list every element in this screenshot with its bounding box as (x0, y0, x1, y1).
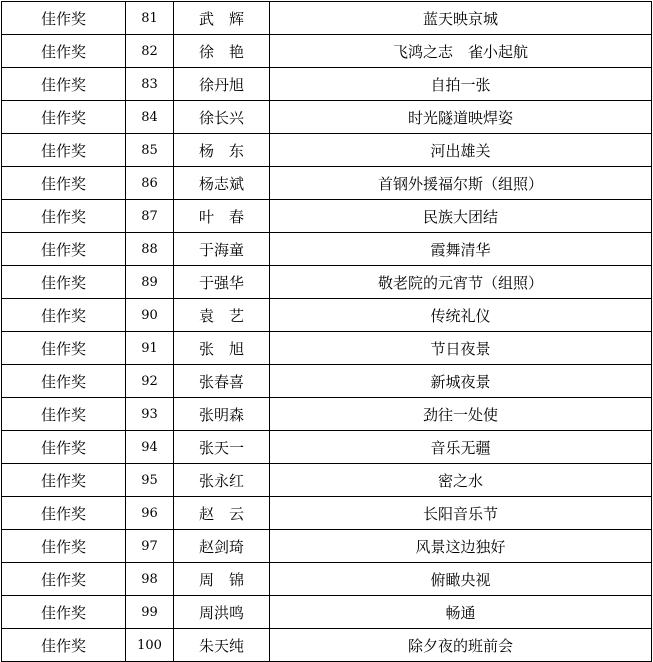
author-cell: 徐长兴 (174, 101, 270, 134)
author-cell: 赵 云 (174, 497, 270, 530)
award-cell: 佳作奖 (2, 530, 126, 563)
awards-table-body (2, 2, 652, 662)
table-row (2, 365, 652, 398)
award-cell: 佳作奖 (2, 200, 126, 233)
author-cell: 朱天纯 (174, 629, 270, 662)
table-row (2, 101, 652, 134)
number-cell: 85 (126, 134, 174, 167)
author-cell: 于海童 (174, 233, 270, 266)
title-cell: 密之水 (270, 464, 652, 497)
title-cell: 霞舞清华 (270, 233, 652, 266)
award-cell: 佳作奖 (2, 464, 126, 497)
table-row (2, 596, 652, 629)
title-cell: 畅通 (270, 596, 652, 629)
award-cell: 佳作奖 (2, 35, 126, 68)
title-cell: 音乐无疆 (270, 431, 652, 464)
title-cell: 河出雄关 (270, 134, 652, 167)
table-row (2, 563, 652, 596)
title-cell: 敬老院的元宵节（组照） (270, 266, 652, 299)
title-cell: 新城夜景 (270, 365, 652, 398)
table-row (2, 629, 652, 662)
table-row (2, 266, 652, 299)
number-cell: 99 (126, 596, 174, 629)
table-row (2, 497, 652, 530)
author-cell: 周洪鸣 (174, 596, 270, 629)
title-cell: 风景这边独好 (270, 530, 652, 563)
author-cell: 袁 艺 (174, 299, 270, 332)
author-cell: 武 辉 (174, 2, 270, 35)
award-cell: 佳作奖 (2, 2, 126, 35)
title-cell: 蓝天映京城 (270, 2, 652, 35)
award-cell: 佳作奖 (2, 167, 126, 200)
table-row (2, 2, 652, 35)
author-cell: 杨志斌 (174, 167, 270, 200)
table-row (2, 134, 652, 167)
author-cell: 杨 东 (174, 134, 270, 167)
author-cell: 叶 春 (174, 200, 270, 233)
author-cell: 徐 艳 (174, 35, 270, 68)
award-cell: 佳作奖 (2, 497, 126, 530)
author-cell: 张春喜 (174, 365, 270, 398)
award-cell: 佳作奖 (2, 332, 126, 365)
author-cell: 徐丹旭 (174, 68, 270, 101)
table-row (2, 398, 652, 431)
title-cell: 时光隧道映焊姿 (270, 101, 652, 134)
number-cell: 95 (126, 464, 174, 497)
author-cell: 周 锦 (174, 563, 270, 596)
title-cell: 飞鸿之志 雀小起航 (270, 35, 652, 68)
number-cell: 89 (126, 266, 174, 299)
number-cell: 83 (126, 68, 174, 101)
award-cell: 佳作奖 (2, 563, 126, 596)
number-cell: 92 (126, 365, 174, 398)
number-cell: 87 (126, 200, 174, 233)
title-cell: 俯瞰央视 (270, 563, 652, 596)
title-cell: 传统礼仪 (270, 299, 652, 332)
author-cell: 张 旭 (174, 332, 270, 365)
table-row (2, 167, 652, 200)
author-cell: 于强华 (174, 266, 270, 299)
table-row (2, 464, 652, 497)
table-row (2, 299, 652, 332)
table-row (2, 431, 652, 464)
number-cell: 96 (126, 497, 174, 530)
title-cell: 劲往一处使 (270, 398, 652, 431)
number-cell: 82 (126, 35, 174, 68)
title-cell: 除夕夜的班前会 (270, 629, 652, 662)
table-row (2, 68, 652, 101)
number-cell: 90 (126, 299, 174, 332)
author-cell: 张天一 (174, 431, 270, 464)
award-cell: 佳作奖 (2, 101, 126, 134)
number-cell: 97 (126, 530, 174, 563)
award-cell: 佳作奖 (2, 596, 126, 629)
title-cell: 自拍一张 (270, 68, 652, 101)
table-row (2, 233, 652, 266)
award-cell: 佳作奖 (2, 365, 126, 398)
number-cell: 84 (126, 101, 174, 134)
award-cell: 佳作奖 (2, 134, 126, 167)
award-cell: 佳作奖 (2, 431, 126, 464)
number-cell: 100 (126, 629, 174, 662)
author-cell: 张明森 (174, 398, 270, 431)
table-row (2, 200, 652, 233)
table-row (2, 530, 652, 563)
award-cell: 佳作奖 (2, 398, 126, 431)
table-row (2, 332, 652, 365)
table-row (2, 35, 652, 68)
award-cell: 佳作奖 (2, 266, 126, 299)
title-cell: 首钢外援福尔斯（组照） (270, 167, 652, 200)
award-cell: 佳作奖 (2, 629, 126, 662)
number-cell: 81 (126, 2, 174, 35)
author-cell: 赵剑琦 (174, 530, 270, 563)
number-cell: 91 (126, 332, 174, 365)
award-cell: 佳作奖 (2, 68, 126, 101)
title-cell: 长阳音乐节 (270, 497, 652, 530)
author-cell: 张永红 (174, 464, 270, 497)
number-cell: 93 (126, 398, 174, 431)
award-cell: 佳作奖 (2, 233, 126, 266)
number-cell: 86 (126, 167, 174, 200)
awards-table (1, 1, 652, 662)
number-cell: 88 (126, 233, 174, 266)
number-cell: 98 (126, 563, 174, 596)
title-cell: 节日夜景 (270, 332, 652, 365)
title-cell: 民族大团结 (270, 200, 652, 233)
award-cell: 佳作奖 (2, 299, 126, 332)
number-cell: 94 (126, 431, 174, 464)
